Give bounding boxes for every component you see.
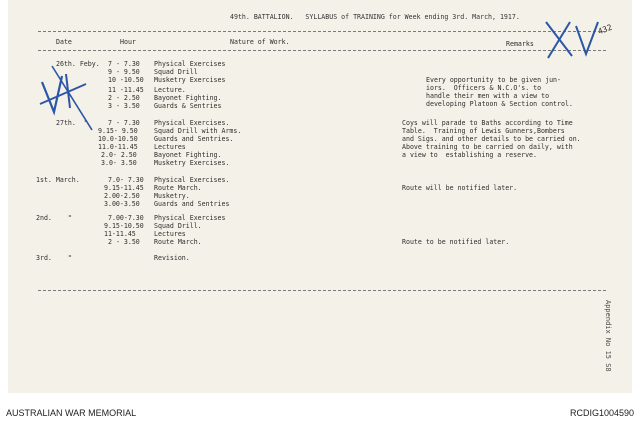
row-remark: Route will be notified later. bbox=[402, 184, 518, 192]
row-work: Guards and Sentries bbox=[154, 200, 230, 208]
row-work: Revision. bbox=[154, 254, 190, 262]
row-work: Physical Exercises. bbox=[154, 119, 230, 127]
row-date: 1st. March. bbox=[36, 176, 80, 184]
row-hour: 7 - 7.30 bbox=[108, 119, 140, 127]
row-remark: Above training to be carried on daily, with bbox=[402, 143, 573, 151]
header-top-rule bbox=[38, 31, 606, 32]
row-remark: handle their men with a view to bbox=[426, 92, 550, 100]
row-hour: 3.0- 3.50 bbox=[101, 159, 137, 167]
row-work: Lecture. bbox=[154, 86, 186, 94]
row-work: Musketry Exercises. bbox=[154, 159, 230, 167]
footer-archive-name: AUSTRALIAN WAR MEMORIAL bbox=[6, 408, 137, 418]
footer-archive-id: RCDIG1004590 bbox=[569, 408, 634, 418]
row-work: Guards & Sentries bbox=[154, 102, 222, 110]
column-header-nature: Nature of Work. bbox=[230, 38, 290, 46]
row-hour: 9 - 9.50 bbox=[108, 68, 140, 76]
page-number: 432 bbox=[596, 22, 614, 37]
row-work: Squad Drill. bbox=[154, 222, 202, 230]
document-page bbox=[8, 0, 632, 393]
row-work: Squad Drill with Arms. bbox=[154, 127, 242, 135]
row-work: Bayonet Fighting. bbox=[154, 94, 222, 102]
row-hour: 11.0-11.45 bbox=[98, 143, 138, 151]
row-work: Bayonet Fighting. bbox=[154, 151, 222, 159]
column-header-hour: Hour bbox=[120, 38, 136, 46]
row-remark: Every opportunity to be given jun- bbox=[426, 76, 561, 84]
row-hour: 2 - 3.50 bbox=[108, 238, 140, 246]
row-remark: developing Platoon & Section control. bbox=[426, 100, 573, 108]
row-hour: 3.00-3.50 bbox=[104, 200, 140, 208]
pencil-mark-xv-icon bbox=[542, 16, 602, 62]
row-remark: and Sigs. and other details to be carried on. bbox=[402, 135, 581, 143]
row-hour: 9.15- 9.50 bbox=[98, 127, 138, 135]
row-work: Physical Exercises. bbox=[154, 176, 230, 184]
footer-rule bbox=[38, 290, 606, 291]
header-bottom-rule bbox=[38, 50, 606, 51]
row-hour: 9.15-10.50 bbox=[104, 222, 144, 230]
row-hour: 11 -11.45 bbox=[108, 86, 144, 94]
row-hour: 10.0-10.50 bbox=[98, 135, 138, 143]
row-hour: 2 - 2.50 bbox=[108, 94, 140, 102]
document-title: 49th. BATTALION. SYLLABUS of TRAINING for Week ending 3rd. March, 1917. bbox=[230, 13, 520, 21]
row-work: Guards and Sentries. bbox=[154, 135, 234, 143]
row-date: 2nd. " bbox=[36, 214, 72, 222]
row-work: Lectures bbox=[154, 143, 186, 151]
row-remark: Coys will parade to Baths according to Time bbox=[402, 119, 573, 127]
row-hour: 7.0- 7.30 bbox=[108, 176, 144, 184]
row-hour: 11-11.45 bbox=[104, 230, 136, 238]
column-header-date: Date bbox=[56, 38, 72, 46]
row-date: 27th. " bbox=[56, 119, 88, 127]
row-work: Physical Exercises bbox=[154, 214, 226, 222]
row-work: Lectures bbox=[154, 230, 186, 238]
row-hour: 10 -10.50 bbox=[108, 76, 144, 84]
row-remark: Route to be notified later. bbox=[402, 238, 510, 246]
row-date: 3rd. " bbox=[36, 254, 72, 262]
row-work: Squad Drill bbox=[154, 68, 198, 76]
row-remark: a view to establishing a reserve. bbox=[402, 151, 537, 159]
row-hour: 7.00-7.30 bbox=[108, 214, 144, 222]
row-hour: 9.15-11.45 bbox=[104, 184, 144, 192]
row-hour: 2.00-2.50 bbox=[104, 192, 140, 200]
row-work: Musketry Exercises bbox=[154, 76, 226, 84]
row-hour: 3 - 3.50 bbox=[108, 102, 140, 110]
row-work: Musketry. bbox=[154, 192, 190, 200]
row-date: 26th. Feby. bbox=[56, 60, 100, 68]
row-hour: 7 - 7.30 bbox=[108, 60, 140, 68]
row-work: Route March. bbox=[154, 184, 202, 192]
column-header-remarks: Remarks bbox=[506, 40, 534, 48]
row-work: Physical Exercises bbox=[154, 60, 226, 68]
row-hour: 2.0- 2.50 bbox=[101, 151, 137, 159]
pencil-mark-roman-numeral-icon bbox=[36, 64, 96, 134]
row-remark: iors. Officers & N.C.O's. to bbox=[426, 84, 542, 92]
row-work: Route March. bbox=[154, 238, 202, 246]
row-remark: Table. Training of Lewis Gunners,Bombers bbox=[402, 127, 565, 135]
appendix-annotation: Appendix No 15 S8 bbox=[604, 300, 612, 372]
